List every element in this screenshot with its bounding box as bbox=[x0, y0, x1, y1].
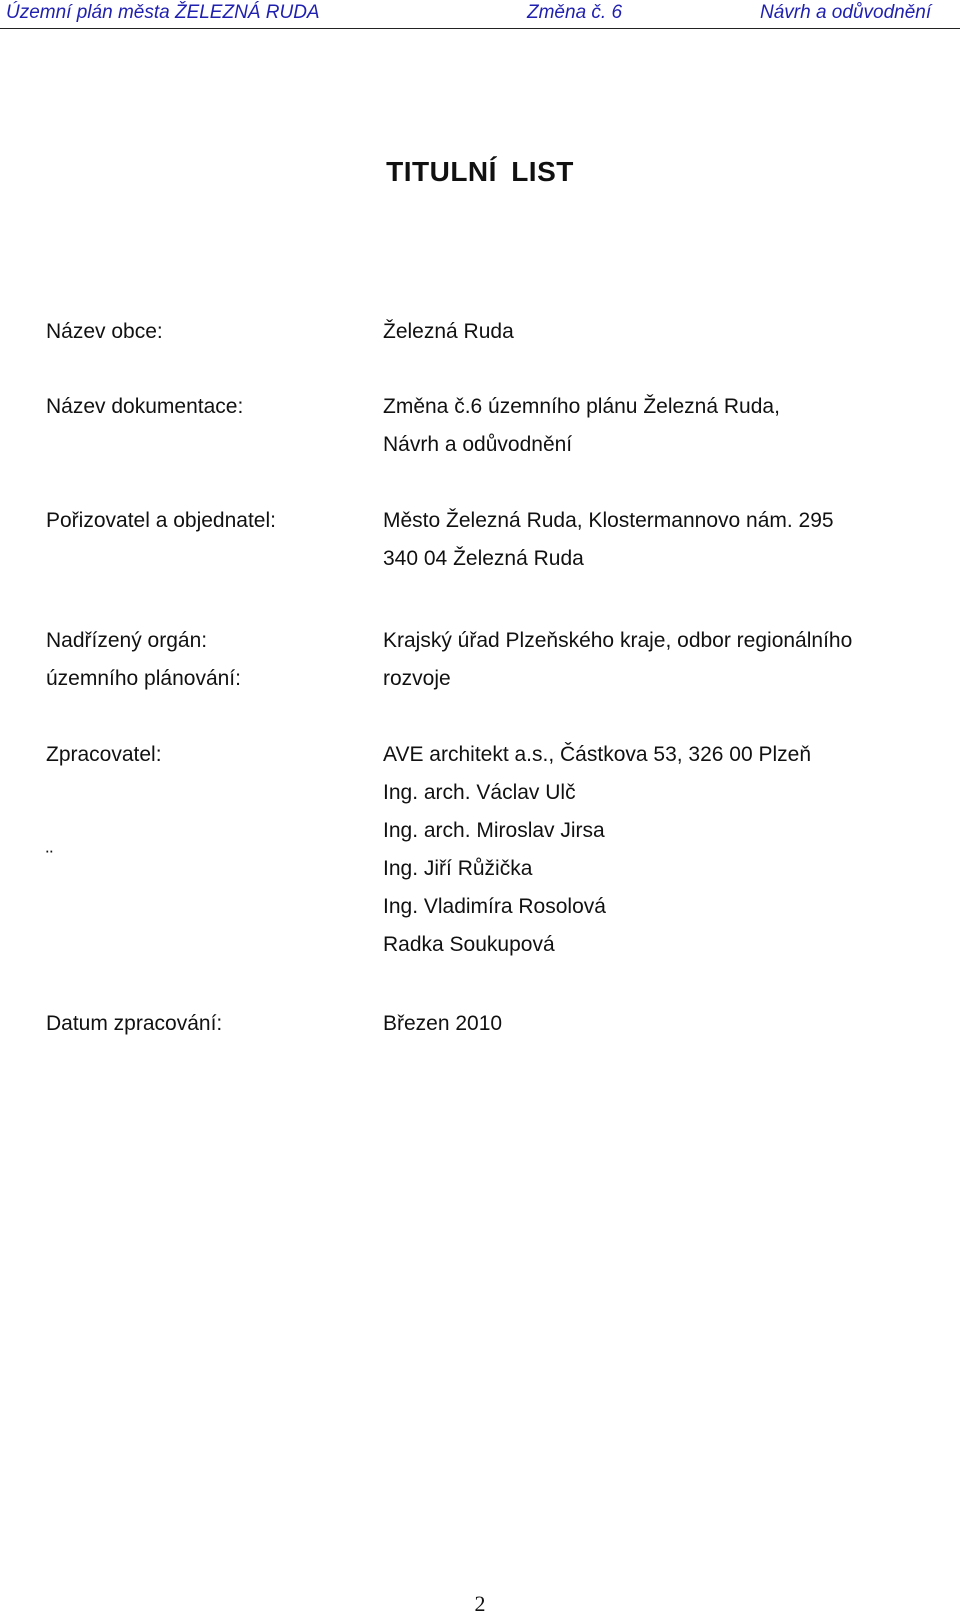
authority-label-line: územního plánování: bbox=[46, 667, 241, 690]
processor-line: Ing. Jiří Růžička bbox=[383, 857, 533, 880]
stray-mark: ¨ bbox=[46, 847, 53, 870]
page-title: TITULNÍ LIST bbox=[386, 156, 574, 187]
authority-label-line: Nadřízený orgán: bbox=[46, 629, 208, 652]
date-label: Datum zpracování: bbox=[46, 1012, 223, 1035]
municipality-label: Název obce: bbox=[46, 320, 163, 343]
documentation-line: Změna č.6 územního plánu Železná Ruda, bbox=[383, 395, 780, 418]
header-section: Návrh a odůvodnění bbox=[760, 2, 932, 23]
processor-label: Zpracovatel: bbox=[46, 743, 162, 766]
procurer-value bbox=[383, 502, 834, 578]
processor-line: Ing. arch. Miroslav Jirsa bbox=[383, 819, 605, 842]
authority-value bbox=[383, 622, 852, 698]
procurer-line: 340 04 Železná Ruda bbox=[383, 547, 584, 570]
page-header bbox=[0, 0, 960, 30]
processor-line: AVE architekt a.s., Částkova 53, 326 00 Plzeň bbox=[383, 743, 812, 766]
date-value: Březen 2010 bbox=[383, 1012, 503, 1035]
page-number: 2 bbox=[474, 1591, 486, 1616]
documentation-value bbox=[383, 388, 780, 464]
header-document-title: Územní plán města ŽELEZNÁ RUDA bbox=[6, 2, 320, 23]
documentation-label: Název dokumentace: bbox=[46, 395, 244, 418]
processor-line: Ing. Vladimíra Rosolová bbox=[383, 895, 606, 918]
header-change-number: Změna č. 6 bbox=[527, 2, 623, 23]
municipality-value: Železná Ruda bbox=[383, 320, 514, 343]
header-rule bbox=[0, 28, 960, 29]
authority-line: Krajský úřad Plzeňského kraje, odbor regionálního bbox=[383, 629, 853, 652]
authority-label bbox=[46, 622, 241, 698]
processor-line: Radka Soukupová bbox=[383, 933, 555, 956]
processor-value bbox=[383, 736, 811, 964]
processor-line: Ing. arch. Václav Ulč bbox=[383, 781, 576, 804]
authority-line: rozvoje bbox=[383, 667, 451, 690]
procurer-label: Pořizovatel a objednatel: bbox=[46, 509, 276, 532]
documentation-line: Návrh a odůvodnění bbox=[383, 433, 573, 456]
procurer-line: Město Železná Ruda, Klostermannovo nám. 295 bbox=[383, 509, 834, 532]
